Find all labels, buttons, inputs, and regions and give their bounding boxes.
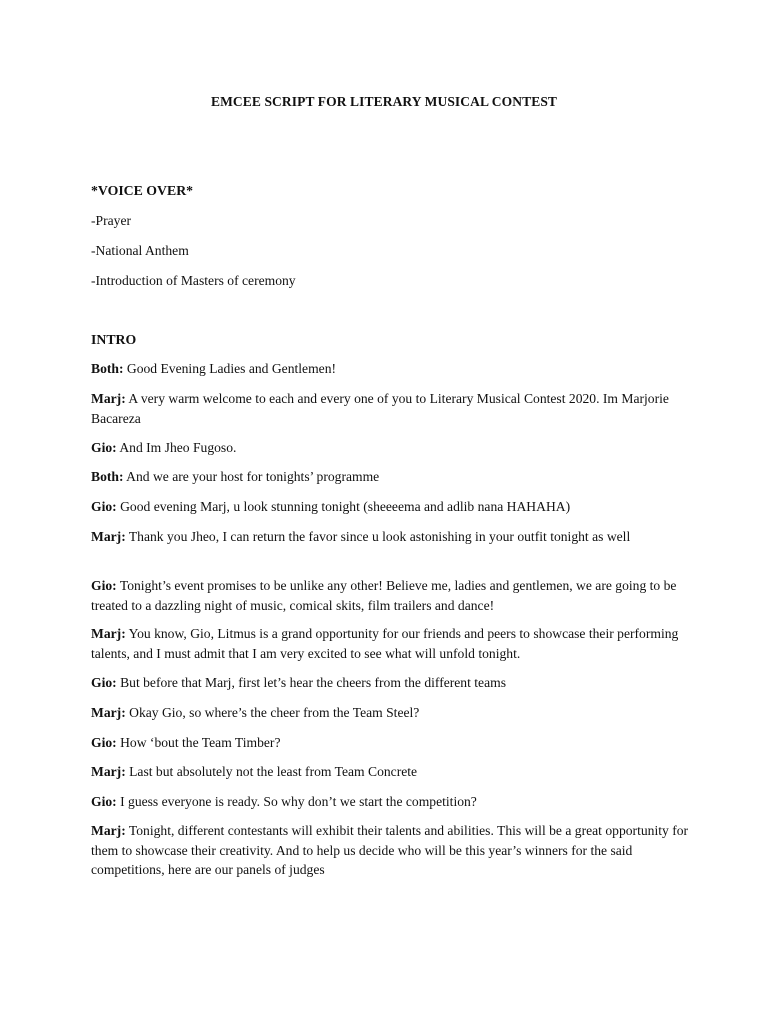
speaker-name: Both:	[91, 469, 124, 484]
speaker-name: Marj:	[91, 823, 126, 838]
line-text: How ‘bout the Team Timber?	[120, 735, 281, 750]
voice-over-item: -Prayer	[91, 213, 132, 228]
document-title: EMCEE SCRIPT FOR LITERARY MUSICAL CONTEST	[210, 94, 558, 109]
voice-over-item: -National Anthem	[91, 243, 189, 258]
speaker-name: Marj:	[91, 764, 126, 779]
line-text: Okay Gio, so where’s the cheer from the Team Steel?	[129, 705, 420, 720]
line-text: Tonight, different contestants will exhibit their talents and abilities. This will be a great opportunity for them to showcase their creativity. And to help us decide who will be this year’s winners for the said competitions, here are our panels of judges	[91, 823, 689, 877]
script-line	[91, 467, 691, 487]
line-text: I guess everyone is ready. So why don’t we start the competition?	[120, 794, 477, 809]
script-line	[91, 703, 691, 723]
speaker-name: Gio:	[91, 794, 117, 809]
line-text: Thank you Jheo, I can return the favor since u look astonishing in your outfit tonight as well	[128, 529, 631, 544]
script-line	[91, 792, 691, 812]
script-line	[91, 389, 691, 428]
line-text: But before that Marj, first let’s hear the cheers from the different teams	[120, 675, 506, 690]
script-line	[91, 359, 691, 379]
line-text: A very warm welcome to each and every one of you to Literary Musical Contest 2020. Im Marjorie Bacareza	[91, 391, 669, 426]
voice-over-item: -Introduction of Masters of ceremony	[91, 273, 296, 288]
script-line	[91, 762, 691, 782]
line-text: Good Evening Ladies and Gentlemen!	[126, 361, 337, 376]
speaker-name: Gio:	[91, 440, 117, 455]
script-line	[91, 733, 691, 753]
intro-heading: INTRO	[91, 332, 137, 347]
line-text: And Im Jheo Fugoso.	[119, 440, 237, 455]
speaker-name: Marj:	[91, 626, 126, 641]
speaker-name: Both:	[91, 361, 124, 376]
voice-over-heading: *VOICE OVER*	[91, 183, 194, 198]
script-line	[91, 624, 691, 663]
line-text: Good evening Marj, u look stunning tonight (sheeeema and adlib nana HAHAHA)	[120, 499, 571, 514]
speaker-name: Marj:	[91, 705, 126, 720]
script-line	[91, 438, 691, 458]
script-line	[91, 576, 691, 615]
speaker-name: Marj:	[91, 391, 126, 406]
line-text: Last but absolutely not the least from Team Concrete	[129, 764, 418, 779]
script-line	[91, 527, 691, 547]
speaker-name: Gio:	[91, 499, 117, 514]
speaker-name: Gio:	[91, 675, 117, 690]
script-line	[91, 821, 691, 880]
line-text: Tonight’s event promises to be unlike any other! Believe me, ladies and gentlemen, we are going to be treated to a dazzling night of music, comical skits, film trailers and dance!	[91, 578, 677, 613]
speaker-name: Marj:	[91, 529, 126, 544]
script-line	[91, 497, 691, 517]
line-text: You know, Gio, Litmus is a grand opportunity for our friends and peers to showcase their performing talents, and I must admit that I am very excited to see what will unfold tonight.	[91, 626, 679, 661]
script-line	[91, 673, 691, 693]
line-text: And we are your host for tonights’ programme	[126, 469, 380, 484]
speaker-name: Gio:	[91, 735, 117, 750]
speaker-name: Gio:	[91, 578, 117, 593]
